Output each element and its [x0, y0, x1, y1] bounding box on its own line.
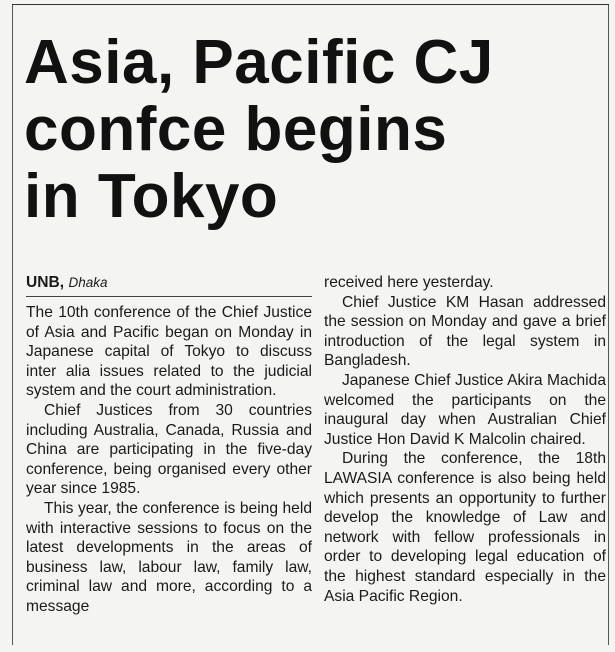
article-paragraph: During the conference, the 18th LAWASIA conference is also being held which presents an opportunity to further develop the knowledge of Law and network with fellow professionals in order to developing legal education of the highest standard especially in the Asia Pacific Region.: [324, 450, 606, 605]
article-paragraph: Japanese Chief Justice Akira Machida welcomed the participants on the inaugural day when Australian Chief Justice Hon David K Malcolin chaired.: [324, 371, 606, 448]
byline-place: Dhaka: [68, 275, 108, 290]
byline-agency: UNB,: [26, 274, 65, 291]
byline: [26, 273, 312, 292]
headline-line-1: Asia, Pacific CJ: [24, 28, 494, 97]
article-paragraph: Chief Justice KM Hasan addressed the session on Monday and gave a brief introduction of the legal system in Bangladesh.: [324, 293, 606, 370]
headline-line-3: in Tokyo: [24, 162, 279, 231]
clipping-left-edge: [12, 5, 13, 645]
article-headline: [24, 29, 599, 230]
article-paragraph: Chief Justices from 30 countries including Australia, Canada, Russia and China are participating in the five-day conference, being organised every other year since 1985.: [26, 401, 312, 498]
byline-divider: [26, 296, 312, 297]
article-paragraph: This year, the conference is being held with interactive sessions to focus on the latest developments in the areas of business law, labour law, family law, criminal law and more, according to a message: [26, 499, 312, 615]
headline-line-2: confce begins: [24, 95, 448, 164]
clipping-right-edge: [608, 5, 609, 645]
article-column-right: [324, 273, 606, 606]
newspaper-clipping: [12, 4, 609, 645]
article-column-left: [26, 273, 312, 617]
article-paragraph-continued: received here yesterday.: [324, 274, 494, 291]
article-paragraph: The 10th conference of the Chief Justice of Asia and Pacific began on Monday in Japanese capital of Tokyo to discuss inter alia issues related to the judicial system and the court administration.: [26, 304, 312, 400]
